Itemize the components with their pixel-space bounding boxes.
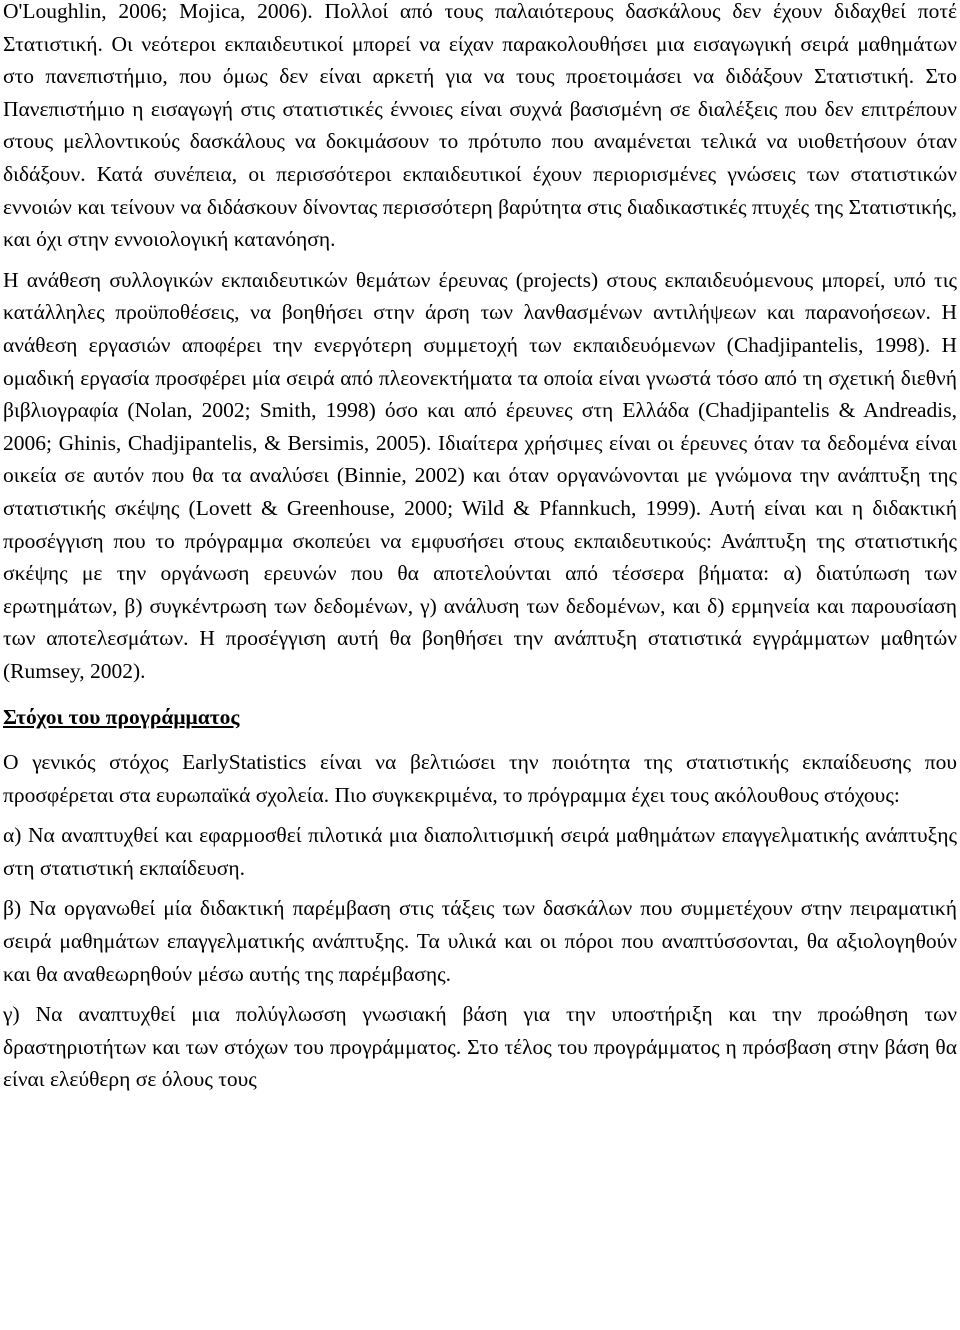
- goal-item-c: γ) Να αναπτυχθεί μια πολύγλωσση γνωσιακή βάση για την υποστήριξη και την προώθηση των δραστηριοτήτων και των στόχων του προγράμματος. Στο τέλος του προγράμματος η πρόσβαση στην βάση θα είναι ελεύθερη σε όλους τους: [3, 1002, 957, 1092]
- goal-item-a: α) Να αναπτυχθεί και εφαρμοσθεί πιλοτικά μια διαπολιτισμική σειρά μαθημάτων επαγγελματικής ανάπτυξης στη στατιστική εκπαίδευση.: [3, 823, 957, 880]
- goal-item-b: β) Να οργανωθεί μία διδακτική παρέμβαση στις τάξεις των δασκάλων που συμμετέχουν στην πειραματική σειρά μαθημάτων επαγγελματικής ανάπτυξης. Τα υλικά και οι πόροι που αναπτύσσονται, θα αξιολογηθούν και θα αναθεωρηθούν μέσω αυτής της παρέμβασης.: [3, 896, 957, 986]
- section-heading: Στόχοι του προγράμματος: [3, 705, 240, 730]
- paragraph-projects: Η ανάθεση συλλογικών εκπαιδευτικών θεμάτων έρευνας (projects) στους εκπαιδευόμενους μπορεί, υπό τις κατάλληλες προϋποθέσεις, να βοηθήσει στην άρση των λανθασμένων αντιλήψεων και παρανοήσεων. Η ανάθεση εργασιών αποφέρει την ενεργότερη συμμετοχή των εκπαιδευόμενων (Chadjipantelis, 1998). Η ομαδική εργασία προσφέρει μία σειρά από πλεονεκτήματα τα οποία είναι γνωστά τόσο από τη σχετική διεθνή βιβλιογραφία (Nolan, 2002; Smith, 1998) όσο και από έρευνες στη Ελλάδα (Chadjipantelis & Andreadis, 2006; Ghinis, Chadjipantelis, & Bersimis, 2005). Ιδιαίτερα χρήσιμες είναι οι έρευνες όταν τα δεδομένα είναι οικεία σε αυτόν που θα τα αναλύσει (Binnie, 2002) και όταν οργανώνονται με γνώμονα την ανάπτυξη της στατιστικής σκέψης (Lovett & Greenhouse, 2000; Wild & Pfannkuch, 1999). Αυτή είναι και η διδακτική προσέγγιση που το πρόγραμμα σκοπεύει να εμφυσήσει στους εκπαιδευτικούς: Ανάπτυξη της στατιστικής σκέψης με την οργάνωση ερευνών που θα αποτελούνται από τέσσερα βήματα: α) διατύπωση των ερωτημάτων, β) συγκέντρωση των δεδομένων, γ) ανάλυση των δεδομένων, και δ) ερμηνεία και παρουσίαση των αποτελεσμάτων. Η προσέγγιση αυτή θα βοηθήσει την ανάπτυξη στατιστικά εγγράμματων μαθητών (Rumsey, 2002).: [3, 267, 957, 683]
- paragraph-general-goal: Ο γενικός στόχος EarlyStatistics είναι να βελτιώσει την ποιότητα της στατιστικής εκπαίδευσης που προσφέρεται στα ευρωπαϊκά σχολεία. Πιο συγκεκριμένα, το πρόγραμμα έχει τους ακόλουθους στόχους:: [3, 750, 957, 807]
- paragraph-teachers-background: O'Loughlin, 2006; Mojica, 2006). Πολλοί από τους παλαιότερους δασκάλους δεν έχουν διδαχθεί ποτέ Στατιστική. Οι νεότεροι εκπαιδευτικοί μπορεί να είχαν παρακολουθήσει μια εισαγωγική σειρά μαθημάτων στο πανεπιστήμιο, που όμως δεν είναι αρκετή για να τους προετοιμάσει να διδάξουν Στατιστική. Στο Πανεπιστήμιο η εισαγωγή στις στατιστικές έννοιες είναι συχνά βασισμένη σε διαλέξεις που δεν επιτρέπουν στους μελλοντικούς δασκάλους να δοκιμάσουν το πρότυπο που αναμένεται τελικά να υιοθετήσουν όταν διδάξουν. Κατά συνέπεια, οι περισσότεροι εκπαιδευτικοί έχουν περιορισμένες γνώσεις των στατιστικών εννοιών και τείνουν να διδάσκουν δίνοντας περισσότερη βαρύτητα στις διαδικαστικές πτυχές της Στατιστικής, και όχι στην εννοιολογική κατανόηση.: [3, 0, 957, 252]
